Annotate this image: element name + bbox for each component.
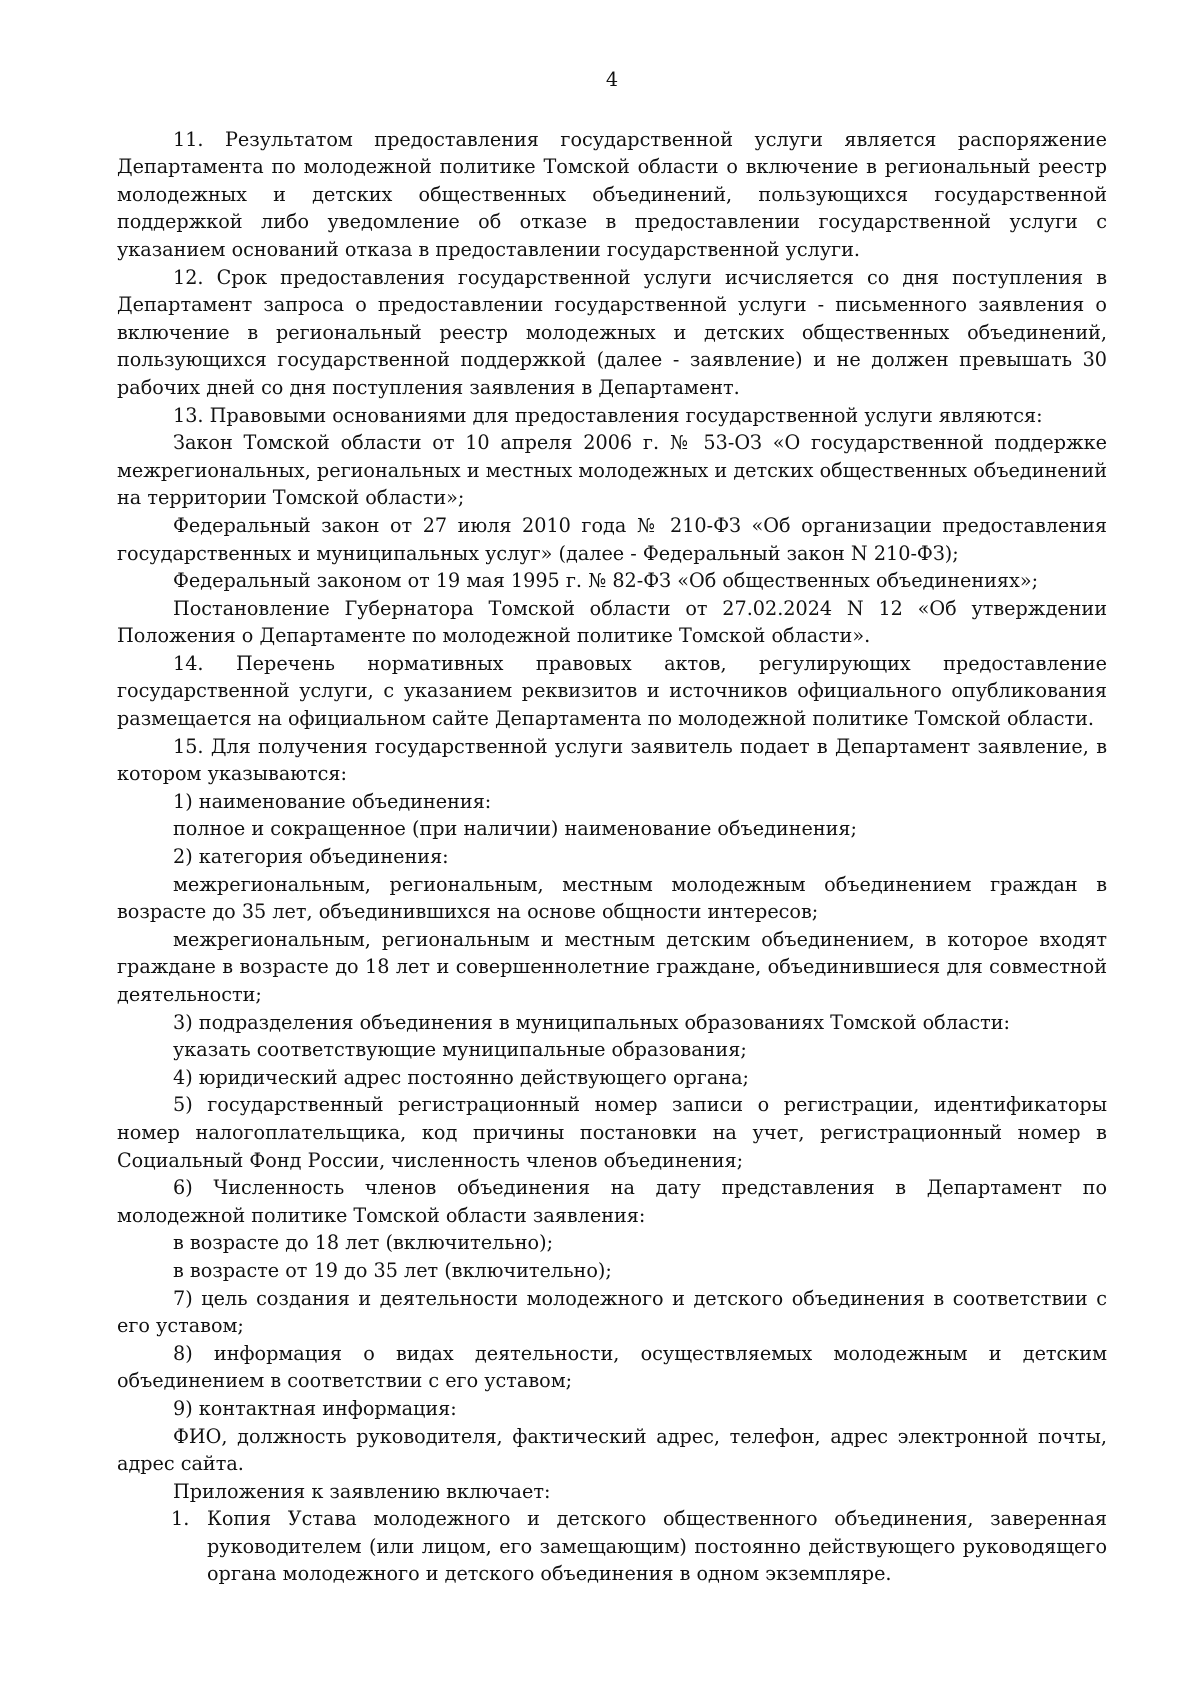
legal-basis-federal-law-82: Федеральный законом от 19 мая 1995 г. № 82-ФЗ «Об общественных объединениях»; xyxy=(173,569,1039,593)
item-1-detail: полное и сокращенное (при наличии) наименование объединения; xyxy=(173,817,857,841)
legal-basis-federal-law-210: Федеральный закон от 27 июля 2010 года № 210-ФЗ «Об организации предоставления государственных и муниципальных услуг» (далее - Федеральный закон N 210-ФЗ); xyxy=(117,513,1107,565)
item-9-heading: 9) контактная информация: xyxy=(173,1396,457,1420)
item-8: 8) информация о видах деятельности, осуществляемых молодежным и детским объединением в соответствии с его уставом; xyxy=(117,1341,1107,1393)
item-7: 7) цель создания и деятельности молодежного и детского объединения в соответствии с его уставом; xyxy=(117,1286,1107,1338)
item-6-under-18: в возрасте до 18 лет (включительно); xyxy=(173,1231,554,1255)
paragraph-15: 15. Для получения государственной услуги заявитель подает в Департамент заявление, в котором указываются: xyxy=(117,734,1107,786)
document-page xyxy=(117,66,1107,1588)
item-3-detail: указать соответствующие муниципальные образования; xyxy=(173,1038,747,1062)
paragraph-11: 11. Результатом предоставления государственной услуги является распоряжение Департамента по молодежной политике Томской области о включение в региональный реестр молодежных и детских общественных объединений, пользующихся государственной поддержкой либо уведомление об отказе в предоставлении государственной услуги с указанием оснований отказа в предоставлении государственной услуги. xyxy=(117,127,1107,261)
paragraph-12: 12. Срок предоставления государственной услуги исчисляется со дня поступления в Департамент запроса о предоставлении государственной услуги - письменного заявления о включение в региональный реестр молодежных и детских общественных объединений, пользующихся государственной поддержкой (далее - заявление) и не должен превышать 30 рабочих дней со дня поступления заявления в Департамент. xyxy=(117,265,1107,399)
paragraph-13: 13. Правовыми основаниями для предоставления государственной услуги являются: xyxy=(173,403,1043,427)
legal-basis-tomsk-law: Закон Томской области от 10 апреля 2006 г. № 53-ОЗ «О государственной поддержке межрегиональных, региональных и местных молодежных и детских общественных объединений на территории Томской области»; xyxy=(117,431,1107,510)
item-6-19-to-35: в возрасте от 19 до 35 лет (включительно); xyxy=(173,1258,612,1282)
item-5: 5) государственный регистрационный номер записи о регистрации, идентификаторы номер налогоплательщика, код причины постановки на учет, регистрационный номер в Социальный Фонд России, численность членов объединения; xyxy=(117,1093,1107,1172)
page-number: 4 xyxy=(605,68,619,91)
paragraph-14: 14. Перечень нормативных правовых актов, регулирующих предоставление государственной услуги, с указанием реквизитов и источников официального опубликования размещается на официальном сайте Департамента по молодежной политике Томской области. xyxy=(117,651,1107,731)
item-2-detail-children: межрегиональным, региональным и местным детским объединением, в которое входят граждане в возрасте до 18 лет и совершеннолетние граждане, объединившиеся для совместной деятельности; xyxy=(117,927,1107,1006)
legal-basis-governor-decree: Постановление Губернатора Томской области от 27.02.2024 N 12 «Об утверждении Положения о Департаменте по молодежной политике Томской области». xyxy=(117,596,1107,648)
item-2-detail-youth: межрегиональным, региональным, местным молодежным объединением граждан в возрасте до 35 лет, объединившихся на основе общности интересов; xyxy=(117,872,1107,924)
list-item-text: Копия Устава молодежного и детского общественного объединения, заверенная руководителем (или лицом, его замещающим) постоянно действующего руководящего органа молодежного и детского объединения в одном экземпляре. xyxy=(207,1507,1107,1586)
attachments-list xyxy=(117,1505,1107,1588)
list-item xyxy=(117,1505,1107,1588)
list-item-number: 1. xyxy=(171,1507,190,1531)
attachments-heading: Приложения к заявлению включает: xyxy=(173,1479,551,1503)
item-4: 4) юридический адрес постоянно действующего органа; xyxy=(173,1065,749,1089)
item-2-heading: 2) категория объединения: xyxy=(173,845,449,869)
item-9-detail: ФИО, должность руководителя, фактический адрес, телефон, адрес электронной почты, адрес сайта. xyxy=(117,1424,1107,1476)
item-3-heading: 3) подразделения объединения в муниципальных образованиях Томской области: xyxy=(173,1010,1010,1034)
item-6-heading: 6) Численность членов объединения на дату представления в Департамент по молодежной политике Томской области заявления: xyxy=(117,1176,1107,1227)
item-1-heading: 1) наименование объединения: xyxy=(173,789,492,813)
